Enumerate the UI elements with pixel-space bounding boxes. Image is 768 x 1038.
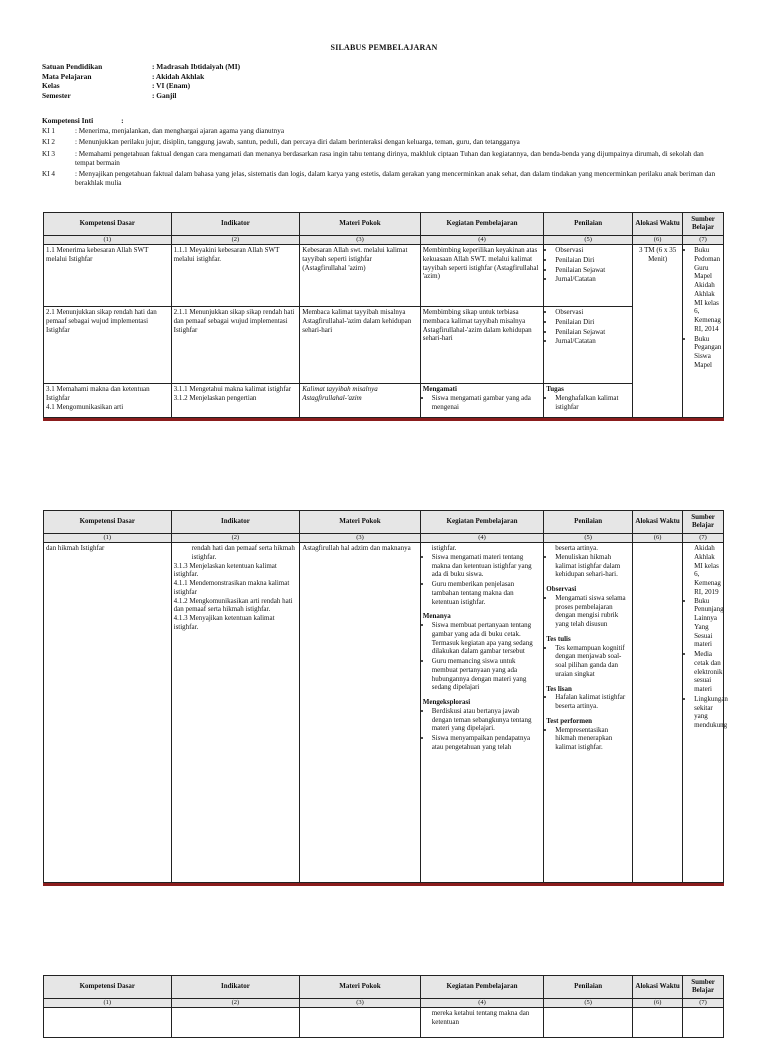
column-number: (4)	[420, 534, 544, 543]
column-header: Penilaian	[544, 976, 633, 999]
column-header: Materi Pokok	[300, 511, 420, 534]
list-item: • Buku Pegangan Siswa Mapel	[694, 335, 721, 370]
list-item: • Observasi	[555, 308, 630, 317]
column-header: Penilaian	[544, 213, 633, 236]
kd-cell	[44, 1008, 172, 1038]
column-header: Kegiatan Pembelajaran	[420, 511, 544, 534]
meta-row: Mata Pelajaran : Akidah Akhlak	[42, 71, 205, 81]
table-row	[44, 245, 724, 307]
column-header: Alokasi Waktu	[633, 511, 683, 534]
column-number: (3)	[300, 534, 420, 543]
list-item: • Penilaian Sejawat	[555, 328, 630, 337]
column-number: (5)	[544, 236, 633, 245]
kd-cell: 1.1 Menerima kebesaran Allah SWT melalui Istighfar	[44, 245, 172, 307]
column-number: (1)	[44, 236, 172, 245]
column-header: Sumber Belajar	[683, 976, 724, 999]
penilaian-cell: beserta artinya. • Menuliskan hikmah kalimat istighfar dalam kehidupan sehari-hari. Observasi • Mengamati siswa selama proses pembelajaran dengan mengisi rubrik yang telah disusun Tes tulis • Tes kemampuan kognitif dengan menjawab soal-soal pilihan ganda dan uraian singkat Tes lisan • Hafalan kalimat istighfar beserta artinya. Test performen • Mempresentasikan hikmah menerapkan kalimat istighfar.	[544, 543, 633, 883]
list-item: • Mempresentasikan hikmah menerapkan kalimat istighfar.	[555, 726, 630, 752]
kd-cell: 3.1 Memahami makna dan ketentuan Istighfar 4.1 Mengomunikasikan arti	[44, 384, 172, 418]
indikator-cell	[171, 1008, 300, 1038]
indikator-cell	[171, 543, 300, 883]
list-item: • Siswa mengamati materi tentang makna dan ketentuan istighfar yang ada di buku siswa.	[432, 553, 542, 579]
list-item: • Buku Penunjang Lainnya Yang Sesuai materi	[694, 597, 721, 650]
column-number: (5)	[544, 999, 633, 1008]
indicator-item: 4.1.3 Menyajikan ketentuan kalimat istighfar.	[173, 614, 275, 631]
column-header: Kompetensi Dasar	[44, 511, 172, 534]
column-number: (4)	[420, 999, 544, 1008]
table-header	[44, 511, 724, 534]
column-number: (3)	[300, 236, 420, 245]
list-item: • Berdiskusi atau bertanya jawab dengan teman sebangkunya tentang materi yang dipelajari.	[432, 707, 542, 733]
page-title: SILABUS PEMBELAJARAN	[330, 43, 438, 52]
column-number: (1)	[44, 534, 172, 543]
column-header: Kompetensi Dasar	[44, 976, 172, 999]
column-header: Sumber Belajar	[683, 511, 724, 534]
alokasi-cell	[633, 543, 683, 883]
column-header: Indikator	[171, 511, 300, 534]
ki-heading: Kompetensi Inti :	[42, 116, 124, 125]
column-number: (6)	[633, 534, 683, 543]
materi-cell: Kebesaran Allah swt. melalui kalimat tayyibah seperti istighfar (Astagfirullahal 'azim)	[300, 245, 420, 307]
list-item: • Tes kemampuan kognitif dengan menjawab soal-soal pilihan ganda dan uraian singkat	[555, 644, 630, 679]
materi-cell: Kalimat tayyibah misalnya Astagfirullahal-'azim	[300, 384, 420, 418]
penilaian-cell	[544, 307, 633, 384]
meta-row: Satuan Pendidikan : Madrasah Ibtidaiyah (MI)	[42, 62, 241, 71]
column-number: (5)	[544, 534, 633, 543]
column-numbers	[44, 534, 724, 543]
page-divider	[43, 883, 724, 886]
table-row	[44, 543, 724, 883]
column-number: (4)	[420, 236, 544, 245]
column-header: Indikator	[171, 976, 300, 999]
list-item: • Buku Pedoman Guru Mapel Akidah Akhlak MI kelas 6, Kemenag RI, 2014	[694, 246, 721, 334]
list-item: • Penilaian Sejawat	[555, 266, 630, 275]
kegiatan-cell: Membimbing keperilikan keyakinan atas kekuasaan Allah SWT. melalui kalimat tayyibah seperti istighfar (Astagfirullahal 'azim)	[420, 245, 544, 307]
table-header	[44, 213, 724, 236]
materi-cell: Astagfirullah hal adzim dan maknanya	[300, 543, 420, 883]
sumber-cell	[683, 1008, 724, 1038]
list-item: • Siswa menyampaikan pendapatnya atau pengetahuan yang telah	[432, 734, 542, 752]
column-number: (2)	[171, 999, 300, 1008]
column-header: Materi Pokok	[300, 213, 420, 236]
column-header: Kegiatan Pembelajaran	[420, 213, 544, 236]
table-row	[44, 1008, 724, 1038]
materi-cell	[300, 1008, 420, 1038]
syllabus-table-2	[43, 510, 728, 883]
column-number: (3)	[300, 999, 420, 1008]
alokasi-cell: 3 TM (6 x 35 Menit)	[633, 245, 683, 418]
indicator-item: 4.1.1 Mendemonstrasikan makna kalimat istighfar	[173, 579, 290, 596]
meta-row: Semester : Ganjil	[42, 90, 177, 100]
list-item: • Jurnal/Catatan	[555, 337, 630, 346]
list-item: • Guru memberikan penjelasan tambahan tentang makna dan ketentuan istighfar.	[432, 580, 542, 606]
page-divider	[43, 418, 724, 421]
column-header: Materi Pokok	[300, 976, 420, 999]
column-numbers	[44, 236, 724, 245]
kegiatan-cell: Mengamati • Siswa mengamati gambar yang ada mengenai	[420, 384, 544, 418]
indicator-item: 3.1.3 Menjelaskan ketentuan kalimat istighfar.	[173, 561, 277, 579]
table-header	[44, 976, 724, 999]
kd-cell: dan hikmah Istighfar	[44, 543, 172, 883]
list-item: • Guru memancing siswa untuk membuat pertanyaan yang ada hubungannya dengan materi yang sedang dipelajari	[432, 657, 542, 692]
column-header: Penilaian	[544, 511, 633, 534]
indikator-cell: 3.1.1 Mengetahui makna kalimat istighfar 3.1.2 Menjelaskan pengertian	[171, 384, 300, 418]
penilaian-cell: Tugas • Menghafalkan kalimat istighfar	[544, 384, 633, 418]
column-header: Alokasi Waktu	[633, 976, 683, 999]
indikator-cell: 2.1.1 Menunjukkan sikap sikap rendah hati dan pemaaf sebagai wujud implementasi Istighfar	[171, 307, 300, 384]
kegiatan-cell: mereka ketahui tentang makna dan ketentuan	[420, 1008, 544, 1038]
column-header: Indikator	[171, 213, 300, 236]
column-header: Alokasi Waktu	[633, 213, 683, 236]
kd-cell: 2.1 Menunjukkan sikap rendah hati dan pemaaf sebagai wujud implementasi Istighfar	[44, 307, 172, 384]
column-numbers	[44, 999, 724, 1008]
column-number: (7)	[683, 534, 724, 543]
column-number: (7)	[683, 236, 724, 245]
penilaian-cell	[544, 245, 633, 307]
materi-cell: Membaca kalimat tayyibah misalnya Astagfirullahal-'azim dalam kehidupan sehari-hari	[300, 307, 420, 384]
column-number: (2)	[171, 534, 300, 543]
column-header: Kompetensi Dasar	[44, 213, 172, 236]
syllabus-table-1	[43, 212, 724, 418]
column-number: (1)	[44, 999, 172, 1008]
column-number: (6)	[633, 236, 683, 245]
list-item: • Siswa membuat pertanyaan tentang gambar yang ada di buku cetak. Termasuk kegiatan apa yang sedang dilakukan dalam gambar tersebut	[432, 621, 542, 656]
sumber-cell: Akidah Akhlak MI kelas 6, Kemenag RI, 2019 • Buku Penunjang Lainnya Yang Sesuai materi • Media cetak dan elektronik sesuai materi • Lingkungan sekitar yang mendukung	[683, 543, 724, 883]
column-header: Kegiatan Pembelajaran	[420, 976, 544, 999]
indikator-cell: 1.1.1 Meyakini kebesaran Allah SWT melalui istighfar.	[171, 245, 300, 307]
meta-row: Kelas : VI (Enam)	[42, 81, 191, 90]
column-header: Sumber Belajar	[683, 213, 724, 236]
list-item: • Media cetak dan elektronik sesuai materi	[694, 650, 721, 694]
column-number: (6)	[633, 999, 683, 1008]
list-item: • Observasi	[555, 246, 630, 255]
indicator-item: 4.1.2 Mengkomunikasikan arti rendah hati dan pemaaf serta hikmah istighfar.	[173, 596, 293, 614]
alokasi-cell	[633, 1008, 683, 1038]
sumber-cell	[683, 245, 724, 418]
list-item: • Mengamati siswa selama proses pembelajaran dengan mengisi rubrik yang telah disusun	[555, 594, 630, 629]
column-number: (2)	[171, 236, 300, 245]
table-row	[44, 307, 724, 384]
syllabus-table-3	[43, 975, 724, 1038]
table-row	[44, 384, 724, 418]
list-item: • Penilaian Diri	[555, 256, 630, 265]
kegiatan-cell: istighfar. • Siswa mengamati materi tentang makna dan ketentuan istighfar yang ada di buku siswa. • Guru memberikan penjelasan tambahan tentang makna dan ketentuan istighfar. Menanya • Siswa membuat pertanyaan tentang gambar yang ada di buku cetak. Termasuk kegiatan apa yang sedang dilakukan dalam gambar tersebut • Guru memancing siswa untuk membuat pertanyaan yang ada hubungannya dengan materi yang sedang dipelajari Mengeksplorasi • Berdiskusi atau bertanya jawab dengan teman sebangkunya tentang materi yang dipelajari. • Siswa menyampaikan pendapatnya atau pengetahuan yang telah	[420, 543, 544, 883]
indicator-item: rendah hati dan pemaaf serta hikmah istighfar.	[191, 544, 295, 561]
list-item: • Lingkungan sekitar yang mendukung	[694, 695, 721, 730]
column-number: (7)	[683, 999, 724, 1008]
list-item: • Hafalan kalimat istighfar beserta artinya.	[555, 693, 630, 711]
list-item: • Jurnal/Catatan	[555, 275, 630, 284]
penilaian-cell	[544, 1008, 633, 1038]
list-item: • Menuliskan hikmah kalimat istighfar dalam kehidupan sehari-hari.	[555, 553, 630, 579]
kegiatan-cell: Membimbing sikap untuk terbiasa membaca kalimat tayyibah misalnya Astagfirullahal-'azim dalam kehidupan sehari-hari	[420, 307, 544, 384]
list-item: • Penilaian Diri	[555, 318, 630, 327]
